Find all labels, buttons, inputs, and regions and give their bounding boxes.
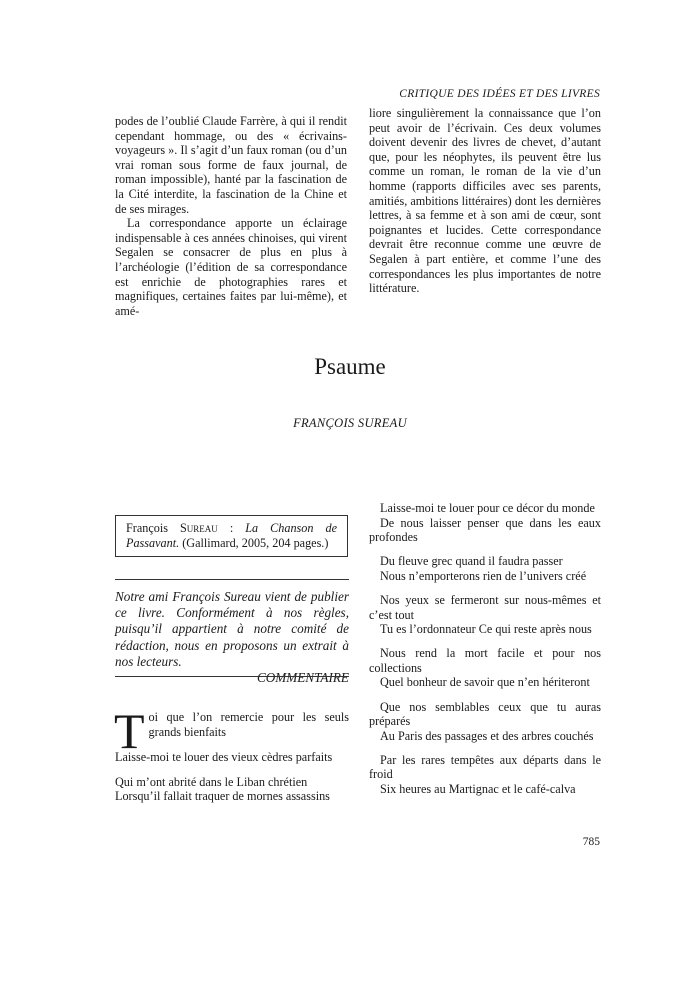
poem-line: oi que l’on remercie pour les seuls grands bienfaits — [148, 710, 349, 739]
editor-note-signature: COMMENTAIRE — [256, 670, 349, 686]
poem-line: Du fleuve grec quand il faudra passer — [380, 554, 563, 569]
poem-line: Par les rares tempêtes aux départs dans le froid — [369, 752, 601, 782]
poem-line: De nous laisser penser que dans les eaux profondes — [369, 515, 601, 545]
poem-line: Quel bonheur de savoir que n’en hériteront — [380, 675, 590, 690]
poem-stanza — [369, 753, 601, 797]
paragraph: La correspondance apporte un éclairage indispensable à ces années chinoises, qui virent Segalen se consacrer de plus en plus à l’archéologie (l’édition de sa correspondance est enrichie de photographies rares et magnifiques, certaines faites par lui-même), et amé- — [115, 216, 347, 318]
divider — [115, 579, 349, 580]
poem-line: Lorsqu’il fallait traquer de mornes assassins — [115, 789, 330, 804]
reference-author-first: François — [126, 521, 168, 535]
poem-stanza — [115, 775, 349, 804]
running-head: CRITIQUE DES IDÉES ET DES LIVRES — [399, 88, 600, 100]
drop-cap: T — [114, 703, 145, 759]
poem-line: Au Paris des passages et des arbres couchés — [380, 728, 594, 743]
divider — [115, 676, 349, 677]
poem-stanza — [369, 646, 601, 690]
poem-stanza — [114, 703, 349, 765]
reference-author-last: Sureau — [180, 521, 218, 535]
poem-line: Nos yeux se fermeront sur nous-mêmes et c’est tout — [369, 592, 601, 622]
poem-stanza — [369, 593, 601, 637]
reference-separator: : — [217, 521, 246, 535]
article-author: FRANÇOIS SUREAU — [293, 416, 407, 430]
paragraph: liore singulièrement la connaissance que l’on peut avoir de l’écrivain. Ces deux volumes doivent devenir des livres de chevet, d’autant que, pour les néophytes, ils peuvent être lus comme un roman, le roman de la vie d’un homme (rapports difficiles avec ses parents, amitiés, ambitions littéraires) dont les dernières lettres, à sa femme et à son ami de cœur, sont poignantes et lucides. Cette correspondance devrait être reconnue comme une œuvre de Segalen à part entière, et comme l’une des correspondances les plus importantes de notre littérature. — [369, 106, 601, 296]
paragraph: podes de l’oublié Claude Farrère, à qui il rendit cependant hommage, ou des « écrivains-voyageurs ». Il s’agit d’un faux roman (ou d’un vrai roman sous forme de faux journal, de roman impossible), hanté par la fascination de la Cité interdite, la fascination de la Chine et de ses mirages. — [115, 114, 347, 216]
poem-line: Nous n’emporterons rien de l’univers créé — [380, 568, 587, 583]
poem-line: Nous rend la mort facile et pour nos collections — [369, 646, 601, 675]
top-left-column — [115, 114, 347, 318]
poem-stanza — [369, 554, 601, 583]
poem-line: Tu es l’ordonnateur Ce qui reste après nous — [380, 622, 592, 637]
top-right-column — [369, 106, 601, 296]
poem-right-column — [369, 501, 601, 806]
editor-note-text: Notre ami François Sureau vient de publier ce livre. Conformément à nos règles, puisqu’il appartient à notre comité de rédaction, nous en proposons un extrait à nos lecteurs. — [115, 589, 349, 669]
poem-stanza — [369, 700, 601, 744]
poem-line: Laisse-moi te louer pour ce décor du monde — [380, 501, 595, 515]
article-title: Psaume — [314, 354, 386, 379]
poem-stanza — [369, 501, 601, 545]
poem-line: Qui m’ont abrité dans le Liban chrétien — [115, 774, 308, 789]
book-reference-box — [115, 515, 348, 557]
reference-book-title: La Chanson de Passavant. — [126, 521, 337, 550]
editor-note — [115, 589, 349, 686]
poem-line: Que nos semblables ceux que tu auras préparés — [369, 699, 601, 729]
poem-line: Laisse-moi te louer des vieux cèdres parfaits — [115, 750, 333, 764]
reference-details: (Gallimard, 2005, 204 pages.) — [182, 535, 329, 550]
poem-left-column — [114, 703, 349, 812]
poem-line: Six heures au Martignac et le café-calva — [380, 782, 576, 796]
page-number: 785 — [582, 836, 600, 848]
